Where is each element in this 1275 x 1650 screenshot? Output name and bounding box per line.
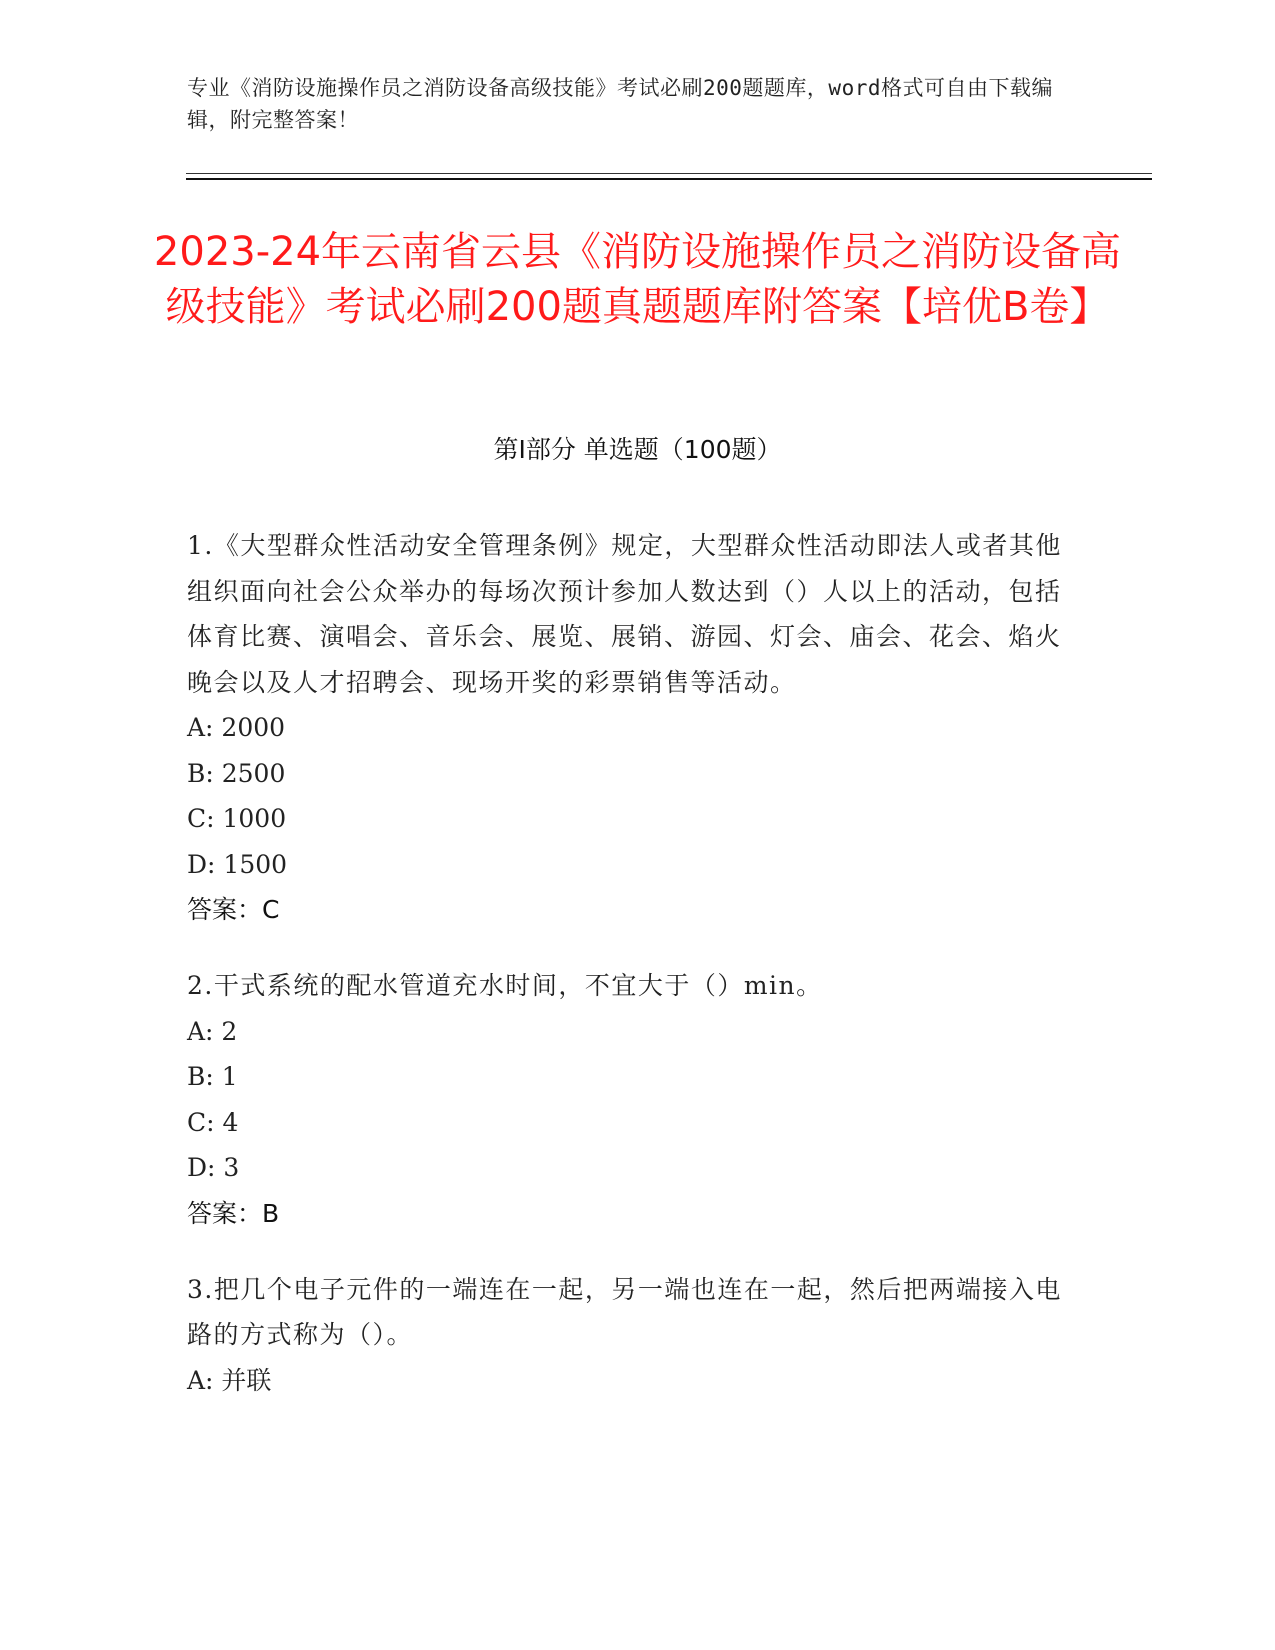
- answer-label: 答案：C: [187, 895, 280, 924]
- header-rule-thick: [186, 178, 1152, 180]
- option-a: A: 2: [187, 1016, 238, 1046]
- question-text: 2.干式系统的配水管道充水时间，不宜大于（）min。: [187, 971, 823, 1000]
- question-list: [187, 523, 1067, 1434]
- header-rule-thin: [186, 173, 1152, 174]
- section-heading: 第Ⅰ部分 单选题（100题）: [493, 435, 782, 464]
- question-text: 1.《大型群众性活动安全管理条例》规定，大型群众性活动即法人或者其他组织面向社会公众举办的每场次预计参加人数达到（）人以上的活动，包括体育比赛、演唱会、音乐会、展览、展销、游园、灯会、庙会、花会、焰火晚会以及人才招聘会、现场开奖的彩票销售等活动。: [187, 531, 1062, 697]
- question-3: [187, 1267, 1067, 1404]
- option-a: A: 2000: [187, 713, 286, 742]
- option-b: B: 1: [187, 1062, 238, 1091]
- question-2: [187, 963, 1067, 1236]
- document-title: 2023-24年云南省云县《消防设施操作员之消防设备高级技能》考试必刷200题真题题库附答案【培优B卷】: [153, 229, 1122, 330]
- option-c: C: 4: [187, 1107, 239, 1137]
- question-text: 3.把几个电子元件的一端连在一起，另一端也连在一起，然后把两端接入电路的方式称为（）。: [187, 1274, 1062, 1349]
- option-b: B: 2500: [187, 758, 286, 788]
- option-d: D: 1500: [187, 849, 288, 879]
- header-note: 专业《消防设施操作员之消防设备高级技能》考试必刷200题题库，word格式可自由下载编辑，附完整答案！: [187, 76, 1053, 132]
- option-d: D: 3: [187, 1153, 240, 1182]
- question-1: [187, 523, 1067, 932]
- answer-label: 答案：B: [187, 1198, 280, 1228]
- option-a: A: 并联: [187, 1365, 272, 1395]
- option-c: C: 1000: [187, 804, 287, 833]
